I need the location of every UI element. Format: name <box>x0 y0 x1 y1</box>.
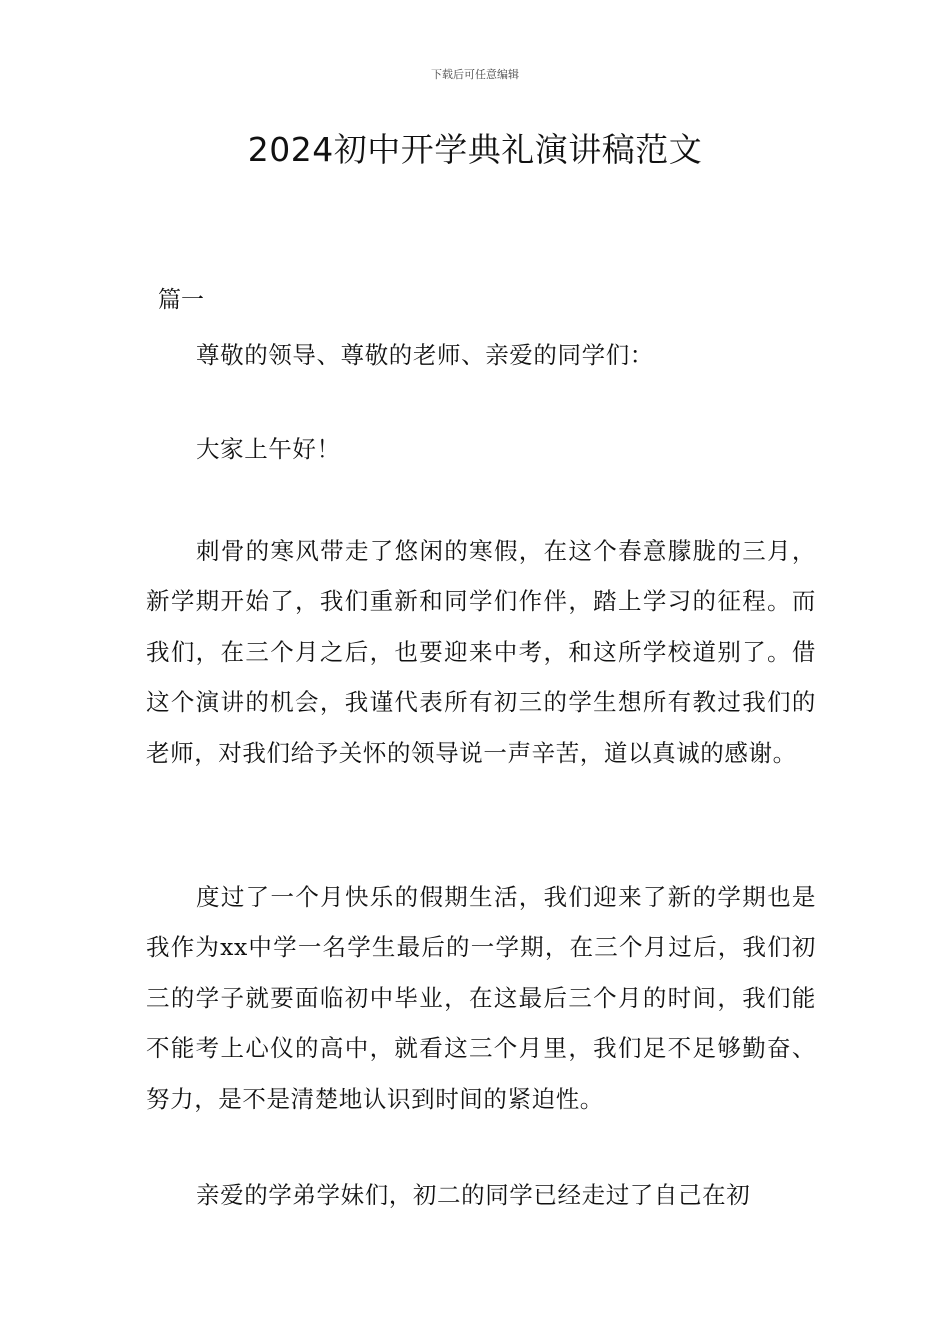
salutation-paragraph: 尊敬的领导、尊敬的老师、亲爱的同学们： <box>196 341 654 369</box>
body-paragraph-3: 亲爱的学弟学妹们，初二的同学已经走过了自己在初 <box>196 1181 751 1209</box>
body-paragraph-1: 刺骨的寒风带走了悠闲的寒假，在这个春意朦胧的三月，新学期开始了，我们重新和同学们作伴，踏上学习的征程。而我们，在三个月之后，也要迎来中考，和这所学校道别了。借这个演讲的机会，我谨代表所有初三的学生想所有教过我们的老师，对我们给予关怀的领导说一声辛苦，道以真诚的感谢。 <box>146 537 816 767</box>
body-paragraph-2: 度过了一个月快乐的假期生活，我们迎来了新的学期也是我作为xx中学一名学生最后的一学期，在三个月过后，我们初三的学子就要面临初中毕业，在这最后三个月的时间，我们能不能考上心仪的高中，就看这三个月里，我们足不足够勤奋、努力，是不是清楚地认识到时间的紧迫性。 <box>146 883 816 1113</box>
document-title: 2024初中开学典礼演讲稿范文 <box>247 130 703 169</box>
greeting-paragraph: 大家上午好！ <box>196 435 341 463</box>
page-header-note: 下载后可任意编辑 <box>431 68 519 81</box>
section-label: 篇一 <box>158 287 204 313</box>
